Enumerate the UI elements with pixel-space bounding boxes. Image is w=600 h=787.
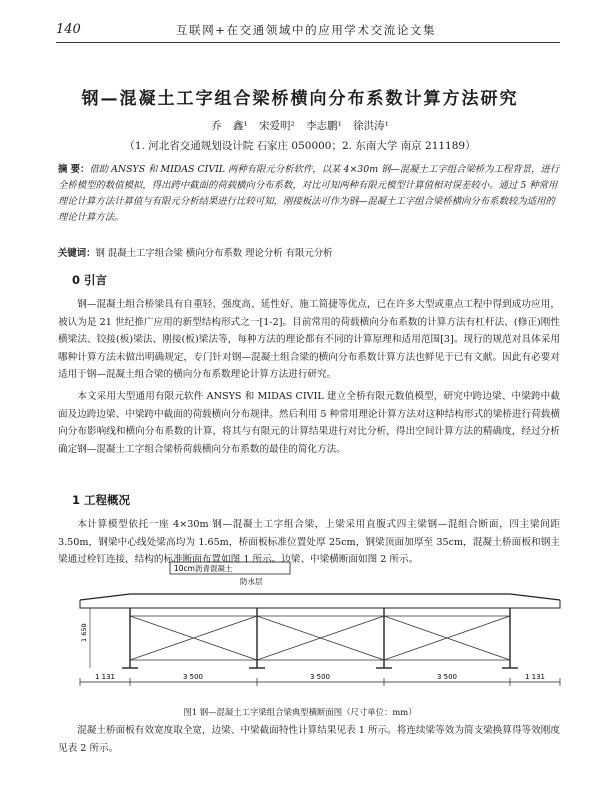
intro-paragraph-2: 本文采用大型通用有限元软件 ANSYS 和 MIDAS CIVIL 建立全桥有限元数值模型，研究中跨边梁、中梁跨中截面及边跨边梁、中梁跨中截面的荷载横向分布规律。然后利用 5 种常用理论计算方法对这种结构形式的梁桥进行荷载横向分布影响线和横向分布系数的计算，将其与有限元的计算结果进行对比分析，得出空间计算方法的精确度，经过分析确定钢—混凝土工字组合梁桥荷载横向分布系数的最佳的简化方法。 [58,391,560,455]
affiliation: （1. 河北省交通规划设计院 石家庄 050000；2. 东南大学 南京 211189） [124,140,476,152]
dim-span-2: 3 500 [309,673,331,681]
section-paragraph-bottom: 混凝土桥面板有效宽度取全宽，边梁、中梁截面特性计算结果见表 1 所示。将连续梁等效为简支梁换算得等效刚度见表 2 所示。 [58,725,560,754]
abstract [58,162,560,226]
author-list: 乔 鑫¹ 宋爱明² 李志鹏¹ 徐洪涛¹ [211,120,389,132]
page-header [56,22,560,42]
intro-paragraph-1: 钢—混凝土组合桥梁具有自重轻、强度高、延性好、施工简捷等优点，已在许多大型或重点工程中得到成功应用，被认为是 21 世纪推广应用的新型结构形式之一[1-2]。目前常用的荷载横向分布系数的计算方法有杠杆法、(修正)刚性横梁法、铰接(板)梁法、刚接(板)梁法等，每种方法的理论都有不同的计算原理和适用范围[3]。现行的规范对具体采用哪种计算方法未做出明确规定，专门针对钢—混凝土组合梁的横向分布系数计算方法也鲜见于已有文献。因此有必要对适用于钢—混凝土组合梁的横向分布系数理论计算方法进行研究。 [58,299,560,380]
dim-right-overhang: 1 131 [524,673,546,681]
cross-frames [130,616,510,660]
overview-paragraph: 本计算模型依托一座 4×30m 钢—混凝土工字组合梁，上梁采用直腹式四主梁钢—混组合断面，四主梁间距 3.50m，钢梁中心线处梁高均为 1.65m，桥面板标准位置处厚 25cm，钢梁顶面加厚至 35cm，混凝土桥面板和钢主梁通过栓钉连接，结构的标准断面布置如图 1 所示。边梁、中梁横断面如图 2 所示。 [58,519,560,565]
abstract-label: 摘 要： [58,164,90,175]
figure-caption: 图1 钢—混凝土工字梁组合梁典型横断面图（尺寸单位：mm） [183,707,417,717]
section-heading-intro: 0 引言 [72,273,108,287]
page-number: 140 [56,22,81,37]
abstract-text: 借助 ANSYS 和 MIDAS CIVIL 两种有限元分析软件，以某 4×30m 钢—混凝土工字组合梁桥为工程背景，进行全桥模型的数值模拟，得出跨中截面的荷载横向分布系数，对比可知两种有限元模型计算值相对误差较小。通过 5 种常用理论计算方法计算值与有限元分析结果进行比较可知，刚接板法可作为钢—混凝土工字组合梁桥横向分布系数较为适用的理论计算方法。 [58,164,560,223]
running-title: 互联网+在交通领域中的应用学术交流论文集 [176,23,437,37]
overlay-label: 10cm沥青混凝土 [174,564,233,573]
header-rule [56,42,560,43]
cross-section-drawing [70,560,570,700]
height-dimension: 1 650 [80,623,88,642]
deck-bottom [80,600,560,608]
dim-left-overhang: 1 131 [94,673,116,681]
keywords-text: 钢 混凝土工字组合梁 横向分布系数 理论分析 有限元分析 [95,248,333,259]
dim-span-1: 3 500 [182,673,204,681]
keywords-label: 关键词： [58,248,96,259]
paper-title: 钢—混凝土工字组合梁桥横向分布系数计算方法研究 [81,89,519,109]
section-heading-overview: 1 工程概况 [72,493,131,507]
cross-section-figure [70,560,570,700]
waterproof-label: 防水层 [240,577,263,586]
keywords [58,245,560,259]
deck-top [80,594,560,600]
dim-span-3: 3 500 [436,673,458,681]
